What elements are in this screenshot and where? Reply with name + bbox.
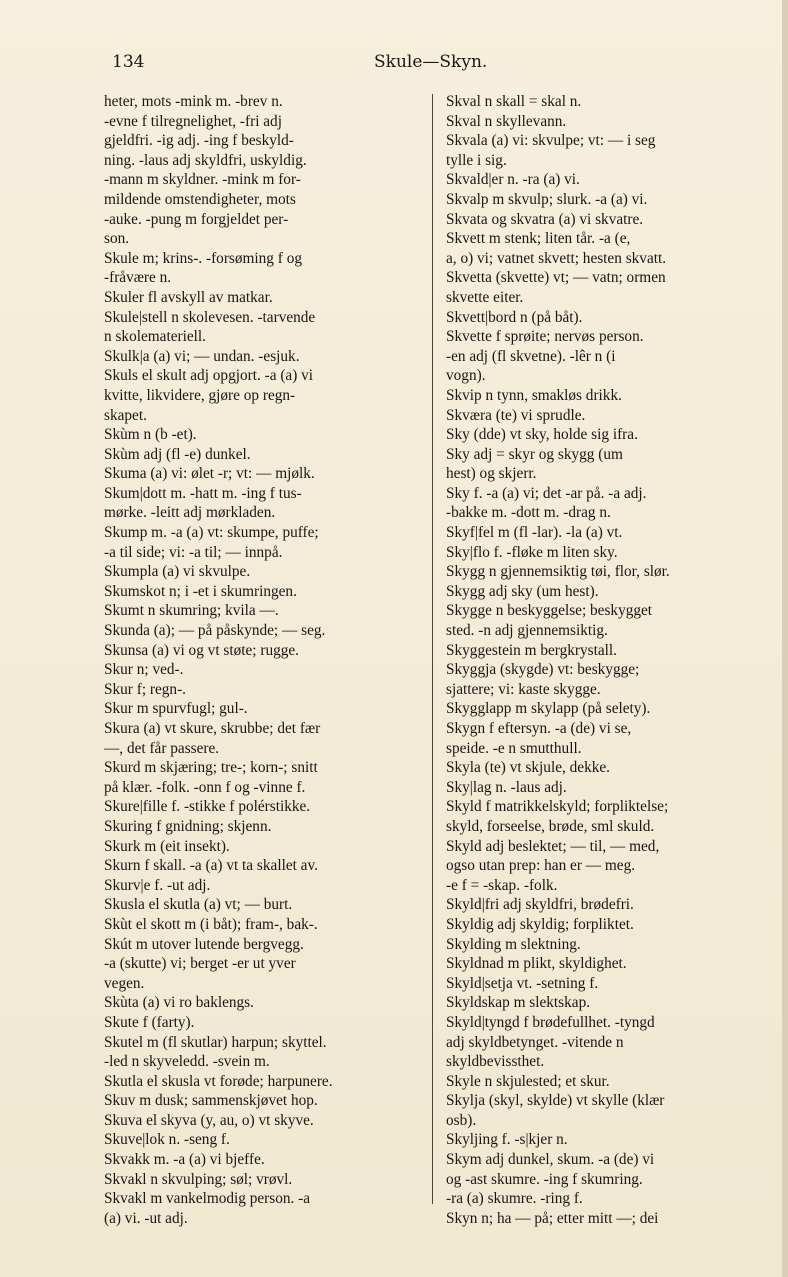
entry-line: Skyld|setja vt. -setning f. (446, 974, 599, 992)
column-divider (432, 94, 433, 1204)
running-title: Skule—Skyn. (374, 52, 488, 72)
entry-line: Skusla el skutla (a) vt; — burt. (104, 896, 293, 914)
entry-line: n skolemateriell. (104, 328, 206, 346)
entry-line: Skyggestein m bergkrystall. (446, 641, 617, 659)
entry-line: gjeldfri. -ig adj. -ing f beskyld- (104, 132, 294, 150)
entry-line: ning. -laus adj skyldfri, uskyldig. (104, 151, 307, 169)
entry-line: vegen. (104, 974, 145, 992)
entry-line: Skyla (te) vt skjule, dekke. (446, 759, 610, 777)
entry-line: -a (skutte) vi; berget -er ut yver (104, 955, 296, 973)
entry-line: heter, mots -mink m. -brev n. (104, 93, 283, 110)
entry-line: Skvakk m. -a (a) vi bjeffe. (104, 1151, 265, 1169)
entry-line: Skùm n (b -et). (104, 426, 197, 444)
entry-line: Skurk m (eit insekt). (104, 837, 230, 855)
entry-line: Skùm adj (fl -e) dunkel. (104, 445, 251, 463)
entry-line: Skuler fl avskyll av matkar. (104, 288, 273, 306)
entry-line: Skutel m (fl skutlar) harpun; skyttel. (104, 1033, 327, 1051)
page-header (0, 52, 788, 78)
entry-line: -ra (a) skumre. -ring f. (446, 1190, 583, 1208)
entry-line: sted. -n adj gjennemsiktig. (446, 622, 608, 640)
entry-line: Skvett m stenk; liten tår. -a (e, (446, 230, 631, 248)
entry-line: kvitte, likvidere, gjøre op regn- (104, 386, 296, 404)
entry-line: Skule m; krins-. -forsøming f og (104, 249, 302, 267)
entry-line: -bakke m. -dott m. -drag n. (446, 504, 611, 522)
page-edge (782, 0, 788, 1277)
entry-line: Skylding m slektning. (446, 935, 581, 953)
entry-line: Skvata og skvatra (a) vi skvatre. (446, 210, 644, 228)
entry-line: Skyldskap m slektskap. (446, 994, 591, 1012)
entry-line: son. (104, 230, 130, 248)
entry-line: Skyf|fel m (fl -lar). -la (a) vt. (446, 524, 623, 542)
entry-line: sjattere; vi: kaste skygge. (446, 680, 601, 698)
entry-line: tylle i sig. (446, 151, 507, 169)
entry-line: Skygn f eftersyn. -a (de) vi se, (446, 720, 632, 737)
entry-line: skvette eiter. (446, 288, 524, 306)
entry-line: Skyld f matrikkelskyld; forpliktelse; (446, 798, 669, 816)
entry-line: Sky|flo f. -fløke m liten sky. (446, 543, 618, 561)
entry-line: Skute f (farty). (104, 1013, 195, 1031)
entry-line: Skunsa (a) vi og vt støte; rugge. (104, 641, 300, 659)
entry-line: Sky adj = skyr og skygg (um (446, 445, 623, 463)
entry-line: vogn). (446, 367, 486, 385)
entry-line: -led n skyveledd. -svein m. (104, 1053, 270, 1071)
entry-line: Skvip n tynn, smakløs drikk. (446, 386, 622, 404)
entry-line: Skvakl m vankelmodig person. -a (104, 1190, 311, 1208)
entry-line: Skumt n skumring; kvila —. (104, 602, 279, 620)
entry-line: -fråvære n. (104, 269, 172, 287)
entry-line: Skværa (te) vi sprudle. (446, 406, 586, 424)
entry-line: adj skyldbetynget. -vitende n (446, 1033, 624, 1051)
entry-line: —, det får passere. (104, 739, 220, 757)
entry-line: Skyljing f. -s|kjer n. (446, 1131, 568, 1149)
entry-line: Skule|stell n skolevesen. -tarvende (104, 308, 316, 326)
entry-line: Skút m utover lutende bergvegg. (104, 935, 304, 953)
entry-line: Skvald|er n. -ra (a) vi. (446, 171, 580, 189)
entry-line: Skura (a) vt skure, skrubbe; det fær (104, 720, 321, 737)
right-column (446, 92, 756, 1228)
entry-line: Skvala (a) vi: skvulpe; vt: — i seg (446, 132, 656, 150)
entry-line: Skum|dott m. -hatt m. -ing f tus- (104, 484, 302, 502)
entry-line: Skyggja (skygde) vt: beskygge; (446, 661, 640, 679)
entry-line: Skym adj dunkel, skum. -a (de) vi (446, 1151, 655, 1169)
entry-line: Skure|fille f. -stikke f polérstikke. (104, 798, 311, 816)
entry-line: skyld, forseelse, brøde, sml skuld. (446, 817, 655, 835)
entry-line: Skygg adj sky (um hest). (446, 582, 599, 600)
entry-line: speide. -e n smutthull. (446, 739, 582, 757)
entry-line: Skvetta (skvette) vt; — vatn; ormen (446, 269, 666, 287)
entry-line: Skutla el skusla vt forøde; harpunere. (104, 1072, 333, 1090)
entry-line: mildende omstendigheter, mots (104, 190, 296, 208)
entry-line: ogso utan prep: han er — meg. (446, 857, 636, 875)
entry-line: (a) vi. -ut adj. (104, 1209, 188, 1227)
entry-line: Skuls el skult adj opgjort. -a (a) vi (104, 367, 314, 385)
entry-line: -e f = -skap. -folk. (446, 876, 558, 894)
entry-line: Skuva el skyva (y, au, o) vt skyve. (104, 1111, 314, 1129)
entry-line: Skygglapp m skylapp (på selety). (446, 700, 651, 718)
entry-line: Skur m spurvfugl; gul-. (104, 700, 248, 718)
entry-line: Skuma (a) vi: ølet -r; vt: — mjølk. (104, 465, 315, 483)
entry-line: Sky (dde) vt sky, holde sig ifra. (446, 426, 638, 444)
page-number: 134 (112, 52, 145, 72)
entry-line: Skygge n beskyggelse; beskygget (446, 602, 653, 620)
entry-line: Sky f. -a (a) vi; det -ar på. -a adj. (446, 484, 647, 502)
entry-line: Skurn f skall. -a (a) vt ta skallet av. (104, 857, 318, 875)
entry-line: Skyld adj beslektet; — til, — med, (446, 837, 660, 855)
entry-line: hest) og skjerr. (446, 465, 537, 483)
entry-line: -auke. -pung m forgjeldet per- (104, 210, 289, 228)
entry-line: Skvakl n skvulping; søl; vrøvl. (104, 1170, 293, 1188)
entry-line: og -ast skumre. -ing f skumring. (446, 1170, 643, 1188)
entry-line: Skurv|e f. -ut adj. (104, 876, 211, 894)
entry-line: Skvette f sprøite; nervøs person. (446, 328, 644, 346)
entry-line: Skyldnad m plikt, skyldighet. (446, 955, 627, 973)
entry-line: osb). (446, 1111, 477, 1129)
entry-line: Skval n skyllevann. (446, 112, 567, 130)
entry-line: -mann m skyldner. -mink m for- (104, 171, 301, 189)
entry-line: Skumpla (a) vi skvulpe. (104, 563, 251, 581)
entry-line: mørke. -leitt adj mørkladen. (104, 504, 276, 522)
entry-line: Skumskot n; i -et i skumringen. (104, 582, 297, 600)
entry-line: Skump m. -a (a) vt: skumpe, puffe; (104, 524, 319, 542)
entry-line: Skval n skall = skal n. (446, 93, 582, 110)
entry-line: Skulk|a (a) vi; — undan. -esjuk. (104, 347, 300, 365)
entry-line: skyldbevissthet. (446, 1053, 545, 1071)
entry-line: Skyld|tyngd f brødefullhet. -tyngd (446, 1013, 655, 1031)
entry-line: Skvett|bord n (på båt). (446, 308, 583, 326)
entry-line: Skùta (a) vi ro baklengs. (104, 994, 254, 1012)
entry-line: Skyle n skjulested; et skur. (446, 1072, 610, 1090)
entry-line: -evne f tilregnelighet, -fri adj (104, 112, 282, 130)
entry-line: Skùt el skott m (i båt); fram-, bak-. (104, 915, 318, 933)
entry-line: Skuring f gnidning; skjenn. (104, 817, 272, 835)
left-column (104, 92, 414, 1228)
entry-line: Skuve|lok n. -seng f. (104, 1131, 230, 1149)
entry-line: på klær. -folk. -onn f og -vinne f. (104, 778, 306, 796)
entry-line: Skunda (a); — på påskynde; — seg. (104, 622, 326, 640)
entry-line: Skur f; regn-. (104, 680, 186, 698)
entry-line: skapet. (104, 406, 147, 424)
entry-line: Skurd m skjæring; tre-; korn-; snitt (104, 759, 318, 777)
entry-line: Skyldig adj skyldig; forpliktet. (446, 915, 634, 933)
entry-line: Skvalp m skvulp; slurk. -a (a) vi. (446, 190, 648, 208)
entry-line: Skylja (skyl, skylde) vt skylle (klær (446, 1092, 665, 1110)
entry-line: Skur n; ved-. (104, 661, 184, 679)
entry-line: Sky|lag n. -laus adj. (446, 778, 567, 796)
entry-line: -a til side; vi: -a til; — innpå. (104, 543, 283, 561)
entry-line: -en adj (fl skvetne). -lêr n (i (446, 347, 616, 365)
entry-line: Skyn n; ha — på; etter mitt —; dei (446, 1209, 659, 1227)
entry-line: Skyld|fri adj skyldfri, brødefri. (446, 896, 634, 914)
entry-line: a, o) vi; vatnet skvett; hesten skvatt. (446, 249, 667, 267)
entry-line: Skuv m dusk; sammenskjøvet hop. (104, 1092, 318, 1110)
entry-line: Skygg n gjennemsiktig tøi, flor, slør. (446, 563, 670, 581)
